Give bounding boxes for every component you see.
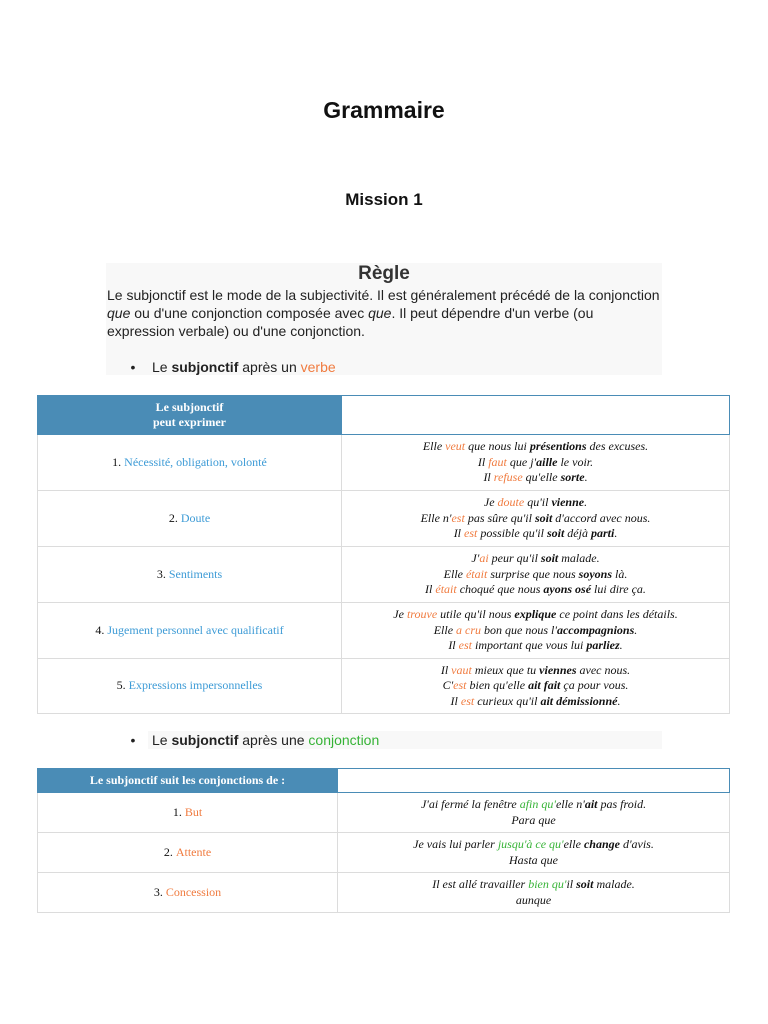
category-cell	[38, 793, 338, 833]
text-segment: que nous lui	[465, 439, 530, 454]
text-segment: Le subjonctif est le mode de la subjectivité. Il est généralement précédé de la conjonction	[107, 287, 660, 303]
highlight-orange: veut	[445, 439, 466, 454]
bold-text: aille	[536, 454, 558, 469]
item-number: 2.	[163, 844, 173, 859]
text-segment: curieux qu'il	[474, 693, 541, 708]
bold-text: ayons osé	[543, 582, 592, 597]
example-line	[348, 551, 723, 567]
text-segment: d'accord avec nous.	[552, 510, 651, 525]
highlight-orange: est	[458, 638, 472, 653]
text-segment: possible qu'il	[477, 526, 547, 541]
category-cell	[38, 833, 338, 873]
text-segment: Elle	[443, 566, 466, 581]
text-segment: J'ai fermé la fenêtre	[420, 797, 520, 811]
item-number: 3.	[153, 884, 163, 899]
table-row	[38, 547, 730, 603]
table-header-category	[38, 396, 342, 435]
highlight-green: bien qu'	[528, 877, 567, 891]
examples-cell	[338, 793, 730, 833]
highlight-orange: trouve	[406, 607, 438, 622]
table-header-examples	[338, 769, 730, 793]
text-segment: que j'	[506, 454, 537, 469]
header-line: Le subjonctif	[155, 400, 224, 414]
bold-text: explique	[514, 607, 557, 622]
highlight-orange: est	[460, 693, 475, 708]
text-segment: d'avis.	[619, 837, 654, 851]
text-segment: elle n'	[555, 797, 585, 811]
bullet-icon: •	[130, 732, 136, 748]
bold-text: subjonctif	[171, 359, 239, 375]
bold-text: accompagnions	[556, 622, 635, 637]
item-number: 4.	[95, 622, 105, 637]
example-line	[348, 495, 723, 511]
highlight-green: afin qu'	[519, 797, 556, 811]
text-segment: il	[566, 877, 577, 891]
examples-cell	[342, 659, 730, 714]
table-row	[38, 435, 730, 491]
highlight-green: conjonction	[308, 732, 380, 748]
text-segment: .	[614, 526, 618, 541]
bold-text: viennes	[539, 662, 577, 677]
examples-cell	[342, 547, 730, 603]
bold-text: vienne	[551, 495, 585, 510]
bullet-verb	[126, 358, 662, 376]
highlight-green: jusqu'à ce qu'	[497, 837, 564, 851]
category-label: Attente	[175, 844, 212, 859]
example-line	[348, 582, 723, 598]
examples-cell	[342, 491, 730, 547]
highlight-orange: était	[465, 566, 488, 581]
highlight-orange: est	[451, 510, 465, 525]
text-segment: ce point dans les détails.	[556, 607, 678, 622]
table-row	[38, 491, 730, 547]
example-line	[348, 455, 723, 471]
category-cell	[38, 873, 338, 913]
text-segment: ça pour vous.	[560, 678, 629, 693]
category-label: But	[184, 804, 203, 819]
highlight-orange: refuse	[493, 470, 523, 485]
text-segment: déjà	[564, 526, 591, 541]
example-line	[348, 567, 723, 583]
subjunctive-conjunction-table	[37, 768, 730, 913]
text-segment: Il	[440, 662, 452, 677]
table-row	[38, 659, 730, 714]
table-header-examples	[342, 396, 730, 435]
highlight-orange: est	[464, 526, 478, 541]
example-line	[348, 678, 723, 694]
table-header-row	[38, 769, 730, 793]
examples-cell	[342, 435, 730, 491]
text-segment: pas froid.	[597, 797, 647, 811]
text-segment: Hasta que	[509, 852, 558, 867]
category-cell	[38, 435, 342, 491]
table-row	[38, 603, 730, 659]
table-row	[38, 833, 730, 873]
item-number: 5.	[116, 678, 126, 693]
bold-text: soyons	[578, 566, 612, 581]
bold-text: soit	[534, 510, 553, 525]
text-segment: Para que	[511, 812, 556, 827]
category-label: Concession	[165, 884, 222, 899]
text-segment: le voir.	[557, 454, 594, 469]
bold-text: sorte	[560, 470, 585, 485]
text-segment: malade.	[558, 551, 600, 566]
category-label: Expressions impersonnelles	[128, 678, 263, 693]
example-line	[348, 663, 723, 679]
example-line	[348, 623, 723, 639]
text-segment: important que vous lui	[472, 638, 587, 653]
text-segment: elle	[563, 837, 584, 851]
text-segment: après un	[238, 359, 301, 375]
text-segment: J'	[471, 551, 480, 566]
text-segment: peur qu'il	[488, 551, 541, 566]
text-segment: ou d'une conjonction composée avec	[130, 305, 369, 321]
text-segment: .	[619, 638, 623, 653]
item-number: 3.	[156, 566, 166, 581]
text-segment: Il	[425, 582, 436, 597]
bullet-text	[148, 358, 336, 376]
text-segment: Il	[448, 638, 459, 653]
text-segment: utile qu'il nous	[437, 607, 515, 622]
rule-box	[106, 263, 662, 375]
highlight-orange: a cru	[456, 622, 482, 637]
text-segment: Je vais lui parler	[413, 837, 498, 851]
bullet-conjunction	[126, 731, 662, 749]
text-segment: des excuses.	[586, 439, 649, 454]
category-cell	[38, 491, 342, 547]
bold-text: ait	[584, 797, 598, 811]
table-header-conjunctions: Le subjonctif suit les conjonctions de :	[38, 769, 338, 793]
text-segment: Il est allé travailler	[432, 877, 529, 891]
text-segment: choqué que nous	[456, 582, 544, 597]
rule-paragraph	[107, 286, 662, 340]
bold-text: change	[583, 837, 620, 851]
example-line	[348, 470, 723, 486]
examples-cell	[342, 603, 730, 659]
highlight-orange: ai	[479, 551, 489, 566]
text-segment: Elle n'	[420, 510, 452, 525]
table-header-row	[38, 396, 730, 435]
table-row	[38, 873, 730, 913]
highlight-orange: doute	[497, 495, 525, 510]
bold-text: ait fait	[528, 678, 561, 693]
category-cell	[38, 547, 342, 603]
page-title: Grammaire	[323, 97, 445, 123]
example-line	[348, 694, 723, 710]
text-segment: Le	[152, 732, 172, 748]
category-cell	[38, 603, 342, 659]
bold-text: soit	[576, 877, 594, 891]
rule-heading: Règle	[358, 263, 410, 284]
text-segment: bon que nous l'	[481, 622, 557, 637]
text-segment: Le	[152, 359, 172, 375]
highlight-orange: verbe	[300, 359, 336, 375]
example-line	[344, 797, 723, 813]
examples-cell	[338, 873, 730, 913]
highlight-orange: est	[453, 678, 467, 693]
text-segment: avec nous.	[576, 662, 631, 677]
text-segment: Il	[453, 526, 465, 541]
mission-title: Mission 1	[345, 190, 423, 209]
example-line	[344, 893, 723, 909]
emphasis-text: que	[107, 305, 131, 321]
table-row	[38, 793, 730, 833]
text-segment: .	[584, 470, 588, 485]
text-segment: Je	[483, 495, 498, 510]
text-segment: malade.	[593, 877, 635, 891]
text-segment: là.	[612, 566, 628, 581]
bold-text: parliez	[586, 638, 620, 653]
example-line	[348, 526, 723, 542]
bold-text: présentions	[529, 439, 587, 454]
highlight-orange: était	[435, 582, 457, 597]
text-segment: Elle	[433, 622, 457, 637]
text-segment: après une	[238, 732, 309, 748]
example-line	[344, 813, 723, 829]
highlight-orange: faut	[488, 454, 507, 469]
bold-text: ait démissionné	[540, 693, 618, 708]
text-segment: lui dire ça.	[591, 582, 646, 597]
text-segment: .	[584, 495, 588, 510]
item-number: 1.	[172, 804, 182, 819]
text-segment: C'	[442, 678, 454, 693]
bullet-icon: •	[130, 359, 136, 375]
text-segment: qu'il	[524, 495, 552, 510]
bold-text: parti	[590, 526, 615, 541]
text-segment: qu'elle	[522, 470, 561, 485]
text-segment: mieux que tu	[471, 662, 540, 677]
text-segment: Il	[450, 693, 461, 708]
subjunctive-verb-table	[37, 395, 730, 714]
text-segment: Elle	[422, 439, 446, 454]
category-cell	[38, 659, 342, 714]
examples-cell	[338, 833, 730, 873]
bold-text: soit	[546, 526, 565, 541]
bold-text: soit	[540, 551, 559, 566]
example-line	[348, 607, 723, 623]
emphasis-text: que	[368, 305, 392, 321]
text-segment: Je	[393, 607, 407, 622]
example-line	[348, 638, 723, 654]
category-label: Nécessité, obligation, volonté	[124, 454, 267, 469]
text-segment: surprise que nous	[487, 566, 579, 581]
text-segment: pas sûre qu'il	[464, 510, 535, 525]
text-segment: Il	[477, 454, 489, 469]
category-label: Jugement personnel avec qualificatif	[107, 622, 284, 637]
example-line	[344, 853, 723, 869]
example-line	[344, 877, 723, 893]
text-segment: Il	[483, 470, 494, 485]
text-segment: bien qu'elle	[466, 678, 529, 693]
text-segment: .	[617, 693, 621, 708]
category-label: Doute	[180, 510, 211, 525]
item-number: 2.	[168, 510, 178, 525]
text-segment: . Il peut dépendre d'un verbe (ou expression verbale) ou d'une conjonction.	[107, 305, 594, 339]
highlight-orange: vaut	[451, 662, 472, 677]
example-line	[344, 837, 723, 853]
category-label: Sentiments	[168, 566, 223, 581]
example-line	[348, 511, 723, 527]
example-line	[348, 439, 723, 455]
bullet-text	[148, 731, 662, 749]
bold-text: subjonctif	[171, 732, 239, 748]
header-line: peut exprimer	[153, 415, 226, 429]
text-segment: aunque	[515, 892, 552, 907]
item-number: 1.	[112, 454, 122, 469]
text-segment: .	[634, 622, 638, 637]
